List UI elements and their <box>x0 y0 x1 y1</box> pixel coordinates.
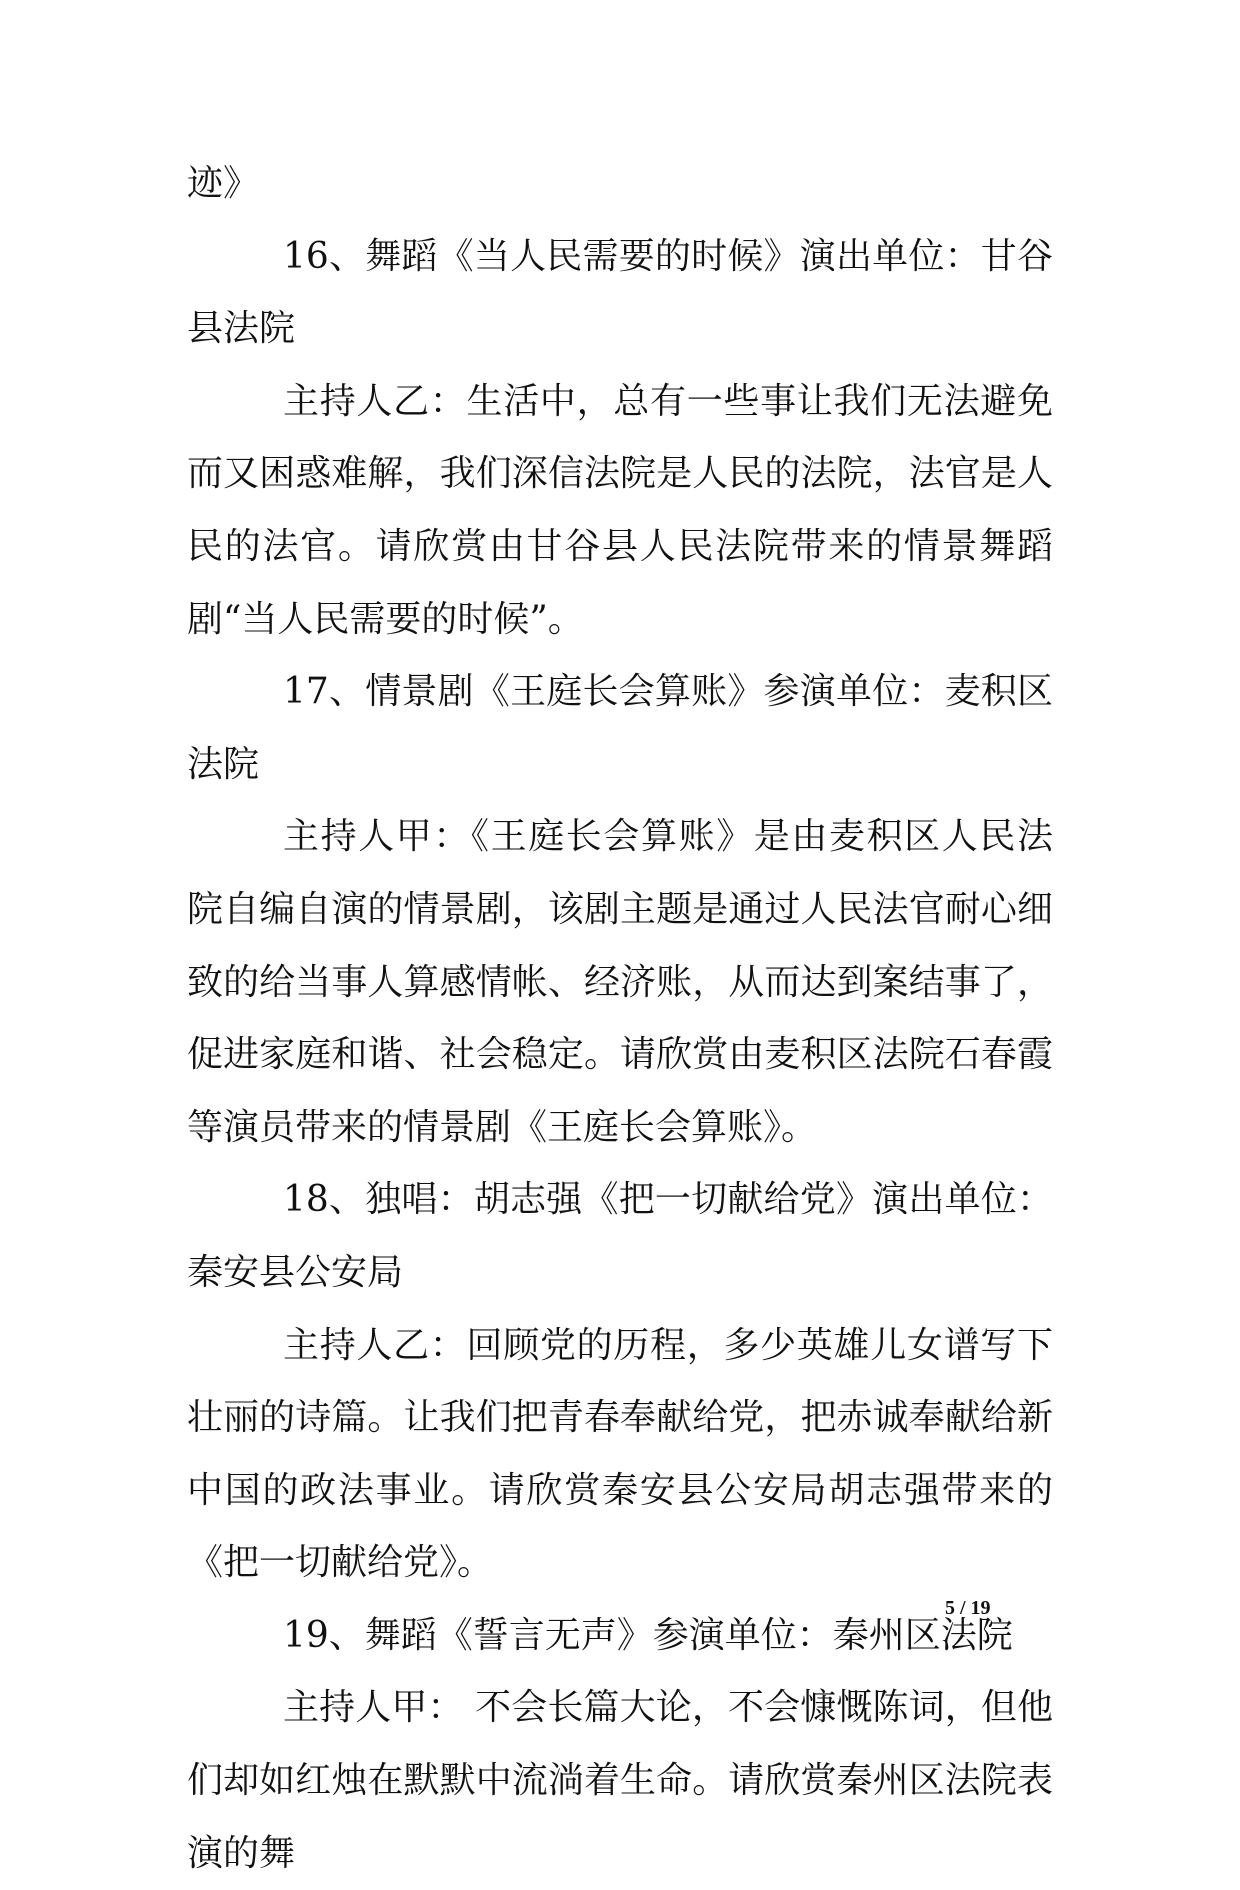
page-number: 5 / 19 <box>945 1597 991 1619</box>
document-body <box>187 148 1053 1890</box>
host-a-introduction: 主持人甲： 不会长篇大论，不会慷慨陈词，但他们却如红烛在默默中流淌着生命。请欣赏秦州区法院表演的舞 <box>187 1687 1053 1874</box>
paragraph: 迹》 <box>187 163 260 204</box>
program-item-16: 16、舞蹈《当人民需要的时候》演出单位：甘谷县法院 <box>187 235 1053 350</box>
host-b-introduction: 主持人乙：回顾党的历程，多少英雄儿女谱写下壮丽的诗篇。让我们把青春奉献给党，把赤诚奉献给新中国的政法事业。请欣赏秦安县公安局胡志强带来的《把一切献给党》。 <box>187 1324 1053 1584</box>
program-item-19: 19、舞蹈《誓言无声》参演单位：秦州区法院 <box>283 1614 1013 1656</box>
host-b-introduction: 主持人乙：生活中，总有一些事让我们无法避免而又困惑难解，我们深信法院是人民的法院，法官是人民的法官。请欣赏由甘谷县人民法院带来的情景舞蹈剧“当人民需要的时候”。 <box>187 380 1053 640</box>
program-item-17: 17、情景剧《王庭长会算账》参演单位：麦积区法院 <box>187 671 1053 785</box>
program-item-18: 18、独唱：胡志强《把一切献给党》演出单位：秦安县公安局 <box>187 1179 1053 1293</box>
host-a-introduction: 主持人甲：《王庭长会算账》是由麦积区人民法院自编自演的情景剧，该剧主题是通过人民法官耐心细致的给当事人算感情帐、经济账，从而达到案结事了，促进家庭和谐、社会稳定。请欣赏由麦积区法院石春霞等演员带来的情景剧《王庭长会算账》。 <box>187 816 1053 1148</box>
